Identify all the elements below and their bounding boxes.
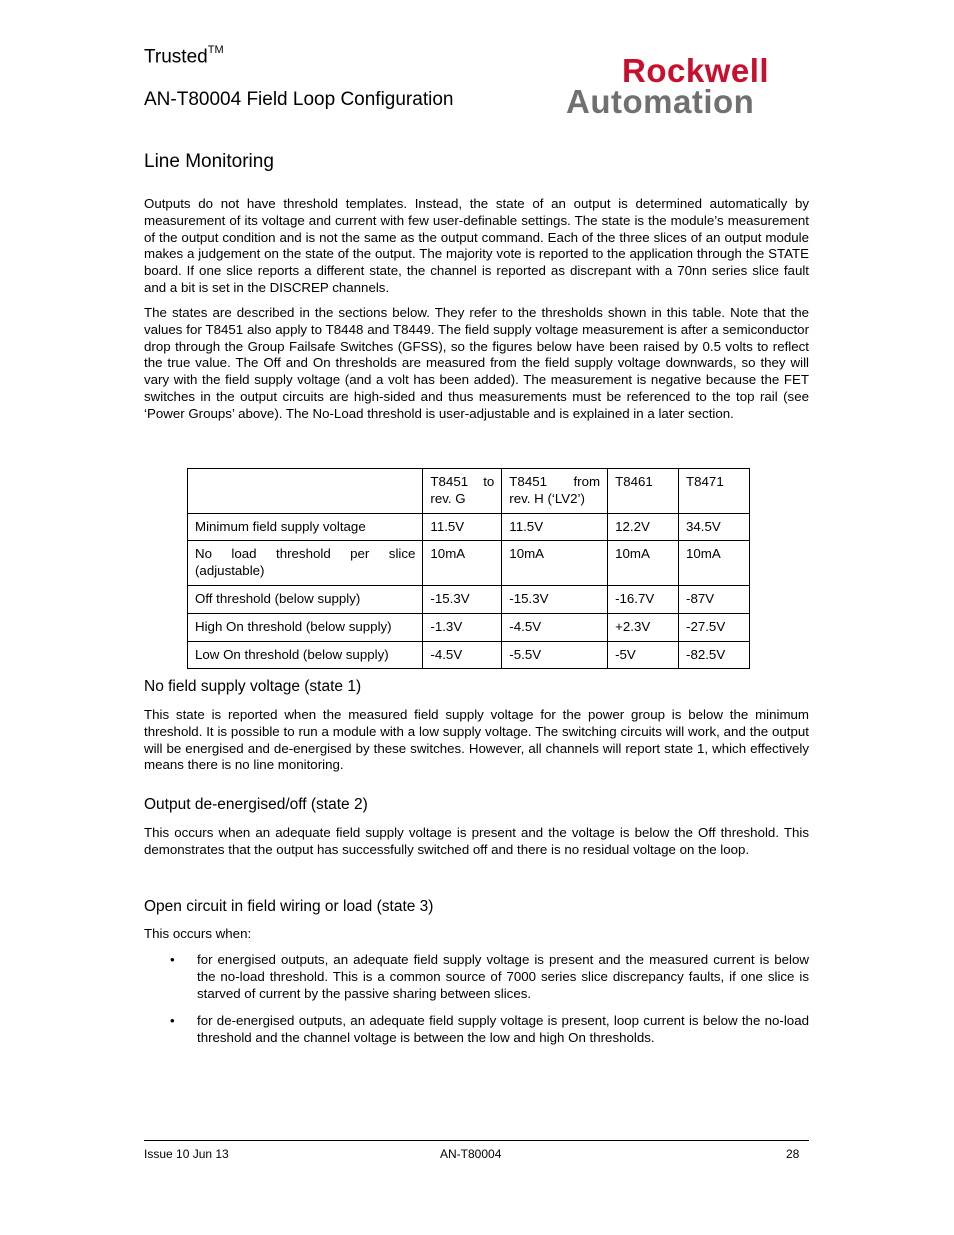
table-cell: -15.3V xyxy=(423,585,502,613)
state2-heading: Output de-energised/off (state 2) xyxy=(144,796,368,813)
table-cell: 34.5V xyxy=(679,513,750,541)
table-row xyxy=(188,613,750,641)
list-item: for de-energised outputs, an adequate field supply voltage is present, loop current is below the no-load threshold and the channel voltage is between the low and high On thresholds. xyxy=(197,1013,809,1045)
list-item: for energised outputs, an adequate field supply voltage is present and the measured current is below the no-load threshold. This is a common source of 7000 series slice discrepancy faults, if one slice is starved of current by the passive sharing between slices. xyxy=(197,952,809,1001)
table-cell: -16.7V xyxy=(608,585,679,613)
threshold-table xyxy=(187,468,750,669)
table-cell: 12.2V xyxy=(608,513,679,541)
rockwell-automation-logo xyxy=(566,54,802,118)
table-row xyxy=(188,641,750,669)
product-name-text: Trusted xyxy=(144,46,208,68)
table-header-cell: T8451 from rev. H (‘LV2’) xyxy=(502,469,608,514)
table-cell: 10mA xyxy=(608,541,679,586)
table-cell: -1.3V xyxy=(423,613,502,641)
table-cell: -27.5V xyxy=(679,613,750,641)
table-cell: 10mA xyxy=(502,541,608,586)
table-cell: 10mA xyxy=(679,541,750,586)
table-cell-label: Off threshold (below supply) xyxy=(188,585,423,613)
table-cell-label: Minimum field supply voltage xyxy=(188,513,423,541)
table-cell: 11.5V xyxy=(502,513,608,541)
state3-intro: This occurs when: xyxy=(144,926,252,941)
logo-line-automation: Automation xyxy=(566,83,755,120)
table-row xyxy=(188,541,750,586)
table-row xyxy=(188,585,750,613)
document-title: AN-T80004 Field Loop Configuration xyxy=(144,89,454,110)
table-cell: -4.5V xyxy=(502,613,608,641)
table-header-cell xyxy=(188,469,423,514)
table-cell: -5.5V xyxy=(502,641,608,669)
state3-heading: Open circuit in field wiring or load (state 3) xyxy=(144,898,434,915)
table-cell: -15.3V xyxy=(502,585,608,613)
footer-divider xyxy=(144,1140,809,1141)
table-cell-label: No load threshold per slice (adjustable) xyxy=(188,541,423,586)
table-cell-label: High On threshold (below supply) xyxy=(188,613,423,641)
paragraph-thresholds: The states are described in the sections below. They refer to the thresholds shown in this table. Note that the values for T8451 also apply to T8448 and T8449. The field supply voltage measurement is after a semiconductor drop through the Group Failsafe Switches (GFSS), so the figures below have been raised by 0.5 volts to reflect the true value. The Off and On thresholds are measured from the field supply voltage downwards, so they will vary with the field supply voltage (and a volt has been added). The measurement is negative because the FET switches in the output circuits are high-sided and thus measurements must be referenced to the top rail (see ‘Power Groups’ above). The No-Load threshold is user-adjustable and is explained in a later section. xyxy=(144,305,809,421)
product-name xyxy=(144,46,224,68)
state1-paragraph: This state is reported when the measured field supply voltage for the power group is below the minimum threshold. It is possible to run a module with a low supply voltage. The switching circuits will work, and the output will be energised and de-energised by these switches. However, all channels will report state 1, which effectively means there is no line monitoring. xyxy=(144,707,809,773)
section-title: Line Monitoring xyxy=(144,151,274,172)
paragraph-intro: Outputs do not have threshold templates. Instead, the state of an output is determined automatically by measurement of its voltage and current with few user-definable settings. The state is the module’s measurement of the output condition and is not the same as the output command. Each of the three slices of an output module makes a judgement on the state of the output. The majority vote is reported to the application through the STATE board. If one slice reports a different state, the channel is reported as discrepant with a 70nn series slice fault and a bit is set in the DISCREP channels. xyxy=(144,196,809,295)
table-cell-label: Low On threshold (below supply) xyxy=(188,641,423,669)
footer-doc-id: AN-T80004 xyxy=(440,1147,502,1161)
table-cell: 11.5V xyxy=(423,513,502,541)
table-header-cell: T8451 to rev. G xyxy=(423,469,502,514)
state2-paragraph: This occurs when an adequate field supply voltage is present and the voltage is below the Off threshold. This demonstrates that the output has successfully switched off and there is no residual voltage on the loop. xyxy=(144,825,809,857)
footer-page-number: 28 xyxy=(786,1147,800,1161)
bullet-icon: • xyxy=(170,952,175,967)
table-cell: -82.5V xyxy=(679,641,750,669)
state1-heading: No field supply voltage (state 1) xyxy=(144,678,362,695)
table-header-cell: T8461 xyxy=(608,469,679,514)
table-cell: -5V xyxy=(608,641,679,669)
table-cell: -87V xyxy=(679,585,750,613)
table-header-cell: T8471 xyxy=(679,469,750,514)
trademark-mark: TM xyxy=(207,44,224,56)
table-header-row xyxy=(188,469,750,514)
bullet-icon: • xyxy=(170,1013,175,1028)
logo-line-rockwell: Rockwell xyxy=(622,52,770,89)
table-cell: +2.3V xyxy=(608,613,679,641)
table-cell: -4.5V xyxy=(423,641,502,669)
table-cell: 10mA xyxy=(423,541,502,586)
footer-issue: Issue 10 Jun 13 xyxy=(144,1147,229,1161)
table-row xyxy=(188,513,750,541)
